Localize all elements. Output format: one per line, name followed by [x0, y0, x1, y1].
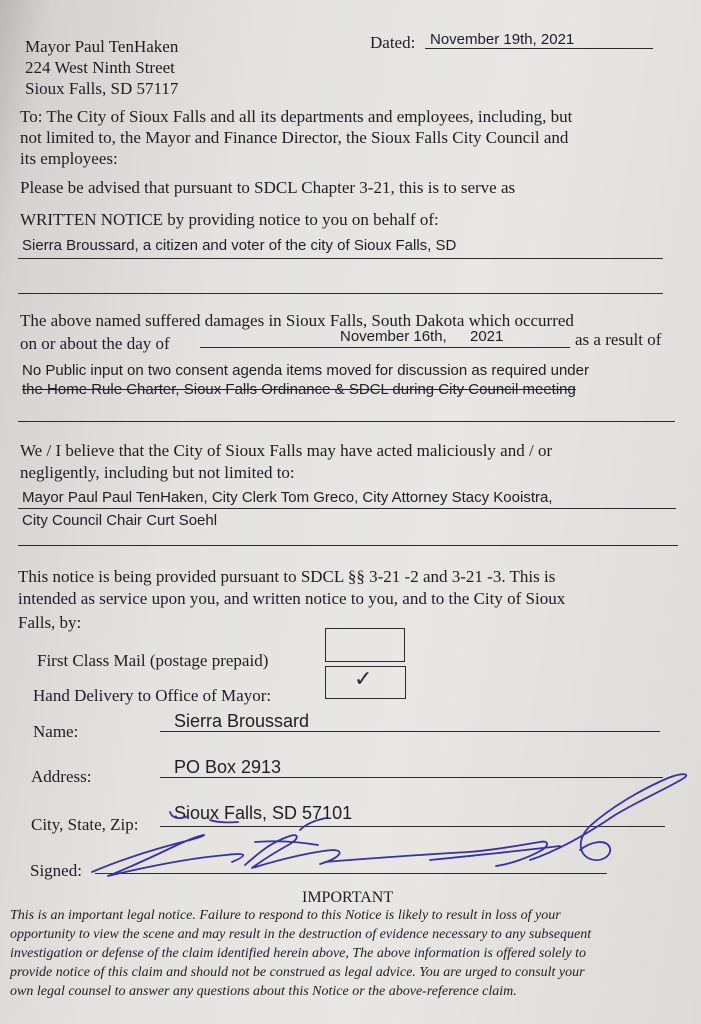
result-line-2: the Home Rule Charter, Sioux Falls Ordinance & SDCL during City Council meeting	[22, 381, 576, 398]
hand-delivery-label: Hand Delivery to Office of Mayor:	[33, 686, 272, 705]
damages-year-value: 2021	[470, 328, 504, 345]
address-label: Address:	[31, 767, 92, 786]
name-value: Sierra Broussard	[174, 711, 310, 731]
to-line-1: To: The City of Sioux Falls and all its departments and employees, including, but	[20, 107, 573, 126]
to-line-2: not limited to, the Mayor and Finance Director, the Sioux Falls City Council and	[20, 128, 569, 147]
advised-line: Please be advised that pursuant to SDCL Chapter 3-21, this is to serve as	[20, 178, 516, 197]
checkmark-icon: ✓	[354, 667, 373, 692]
dated-label: Dated:	[370, 33, 416, 52]
important-line-3: investigation or defense of the claim identified herein above, The above information is offered solely to	[10, 946, 586, 961]
result-line-1: No Public input on two consent agenda items moved for discussion as required under	[22, 362, 589, 379]
provided-line-2: intended as service upon you, and written notice to you, and to the City of Sioux	[18, 589, 566, 608]
important-line-1: This is an important legal notice. Failure to respond to this Notice is likely to result in loss of your	[10, 908, 561, 923]
signed-label: Signed:	[30, 861, 82, 880]
addressee-city: Sioux Falls, SD 57117	[25, 79, 179, 98]
important-line-2: opportunity to view the scene and may result in the destruction of evidence necessary to any subsequent	[10, 927, 592, 942]
to-line-3: its employees:	[20, 149, 118, 168]
damages-line-1: The above named suffered damages in Sioux Falls, South Dakota which occurred	[20, 311, 574, 330]
damages-line-2a: on or about the day of	[20, 334, 170, 353]
csz-value: Sioux Falls, SD 57101	[174, 803, 353, 823]
written-notice-line: WRITTEN NOTICE by providing notice to you on behalf of:	[20, 210, 439, 229]
damages-day-value: November 16th,	[340, 328, 447, 345]
important-line-5: own legal counsel to answer any questions about this Notice or the above-reference claim.	[10, 984, 517, 999]
believe-line-1: We / I believe that the City of Sioux Falls may have acted maliciously and / or	[20, 441, 553, 460]
first-class-label: First Class Mail (postage prepaid)	[37, 651, 269, 670]
csz-label: City, State, Zip:	[31, 815, 139, 834]
damages-line-2b: as a result of	[575, 330, 662, 349]
behalf-value: Sierra Broussard, a citizen and voter of the city of Sioux Falls, SD	[22, 237, 457, 254]
important-line-4: provide notice of this claim and should not be construed as legal advice. You are urged to consult your	[10, 965, 585, 980]
addressee-street: 224 West Ninth Street	[25, 58, 175, 77]
parties-line-1: Mayor Paul Paul TenHaken, City Clerk Tom Greco, City Attorney Stacy Kooistra,	[22, 489, 553, 506]
dated-value: November 19th, 2021	[430, 31, 575, 48]
name-label: Name:	[33, 722, 79, 741]
address-value: PO Box 2913	[174, 757, 282, 777]
parties-line-2: City Council Chair Curt Soehl	[22, 512, 218, 529]
addressee-name: Mayor Paul TenHaken	[25, 37, 179, 56]
provided-line-1: This notice is being provided pursuant to SDCL §§ 3-21 -2 and 3-21 -3. This is	[18, 567, 556, 586]
provided-line-3: Falls, by:	[18, 613, 82, 632]
important-heading: IMPORTANT	[302, 889, 394, 906]
believe-line-2: negligently, including but not limited to:	[20, 463, 295, 482]
